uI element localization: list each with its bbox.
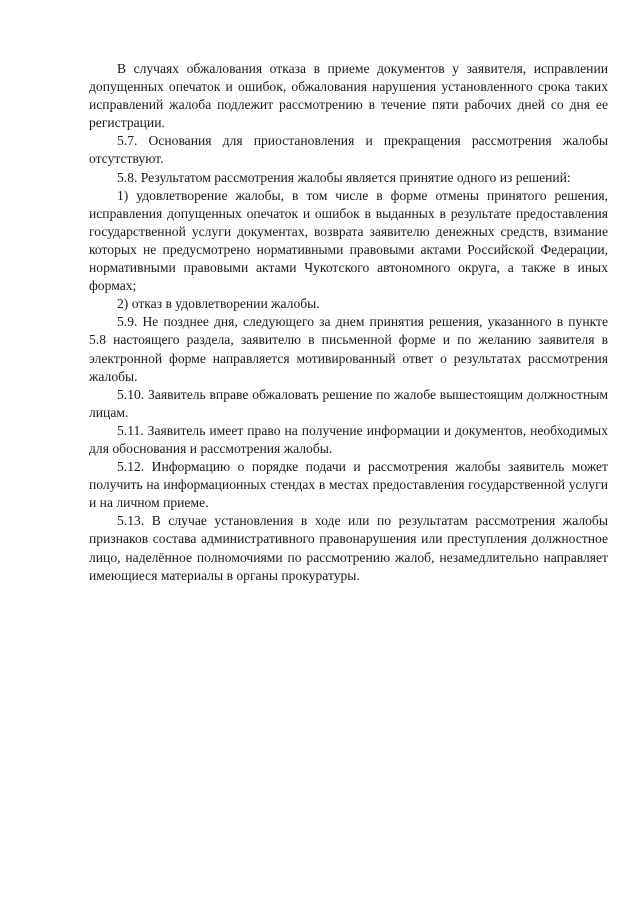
paragraph-5-8: 5.8. Результатом рассмотрения жалобы является принятие одного из решений: [117,169,571,185]
paragraph-5-8-item-2: 2) отказ в удовлетворении жалобы. [117,296,320,312]
paragraph-appeal-refusal-deadline: В случаях обжалования отказа в приеме документов у заявителя, исправлении допущенных опечаток и ошибок, обжалования нарушения установленного срока таких исправлений жалоба подлежит рассмотрению в течение пяти рабочих дней со дня ее регистрации. [89,61,608,131]
document-body [89,60,608,585]
paragraph-5-11: 5.11. Заявитель имеет право на получение информации и документов, необходимых для обоснования и рассмотрения жалобы. [89,422,608,456]
paragraph-5-10: 5.10. Заявитель вправе обжаловать решение по жалобе вышестоящим должностным лицам. [89,386,608,420]
paragraph-5-7: 5.7. Основания для приостановления и прекращения рассмотрения жалобы отсутствуют. [89,133,608,167]
paragraph-5-12: 5.12. Информацию о порядке подачи и рассмотрения жалобы заявитель может получить на информационных стендах в местах предоставления государственной услуги и на личном приеме. [89,459,608,511]
paragraph-5-8-item-1: 1) удовлетворение жалобы, в том числе в форме отмены принятого решения, исправления допущенных опечаток и ошибок в выданных в результате предоставления государственной услуги документах, возврата заявителю денежных средств, взимание которых не предусмотрено нормативными правовыми актами Российской Федерации, нормативными правовыми актами Чукотского автономного округа, а также в иных формах; [89,187,608,294]
paragraph-5-9: 5.9. Не позднее дня, следующего за днем принятия решения, указанного в пункте 5.8 настоящего раздела, заявителю в письменной форме и по желанию заявителя в электронной форме направляется мотивированный ответ о результатах рассмотрения жалобы. [89,314,608,384]
paragraph-5-13: 5.13. В случае установления в ходе или по результатам рассмотрения жалобы признаков состава административного правонарушения или преступления должностное лицо, наделённое полномочиями по рассмотрению жалоб, незамедлительно направляет имеющиеся материалы в органы прокуратуры. [89,513,608,583]
